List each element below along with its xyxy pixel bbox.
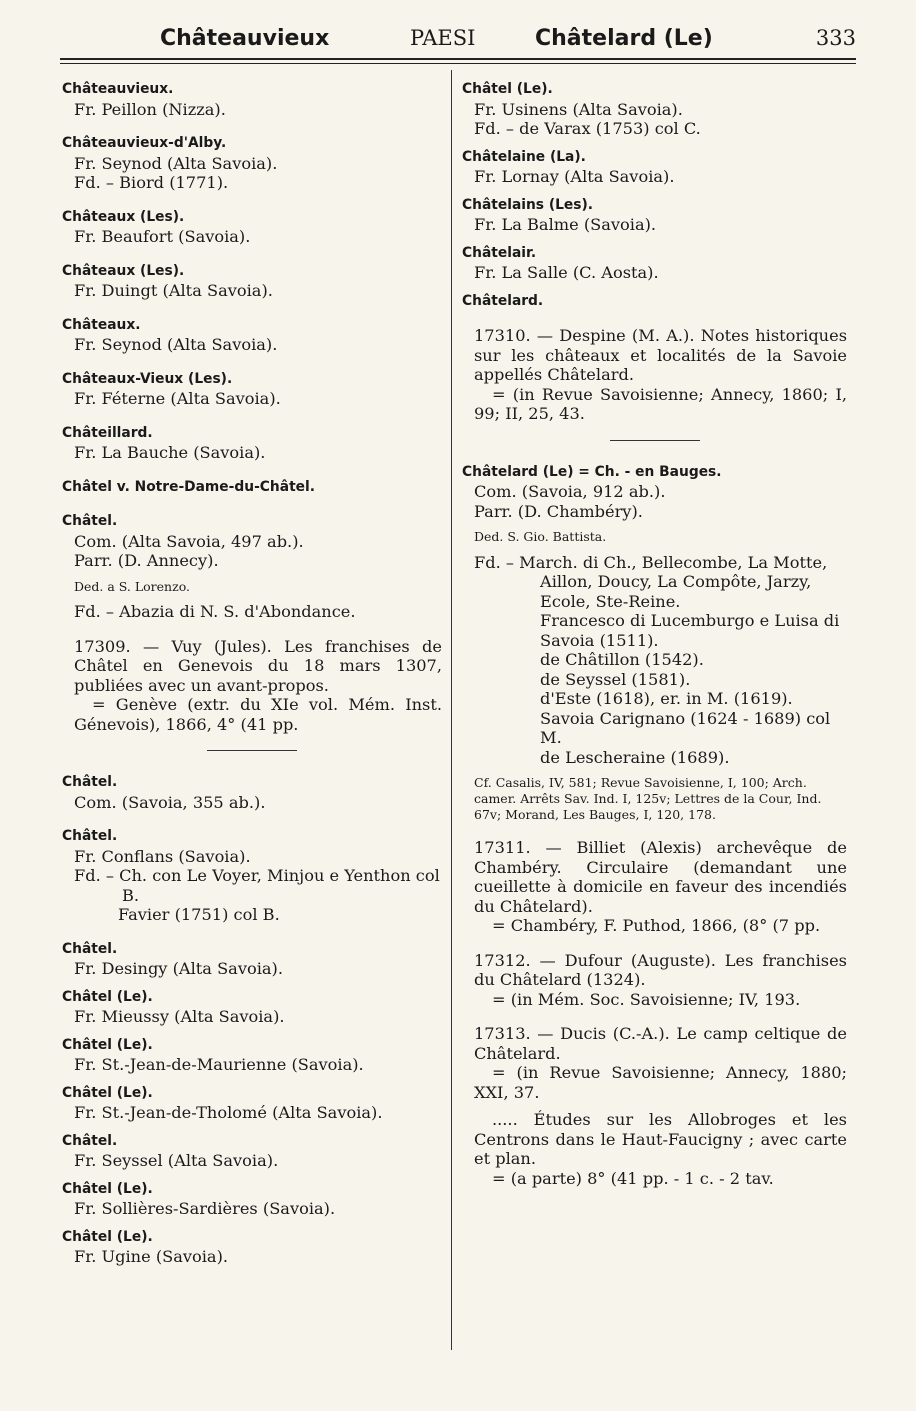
entry-line: Fr. Sollières-Sardières (Savoia). — [74, 1199, 336, 1218]
bib-publication: = (in Revue Savoisienne; Annecy, 1860; I, 99; II, 25, 43. — [474, 384, 847, 423]
entry-title: Châtelard. — [462, 292, 544, 309]
entry — [62, 1036, 442, 1075]
entry-title: Châtel. — [62, 940, 118, 957]
entry — [62, 1180, 442, 1219]
bibliography-entry — [462, 1024, 847, 1188]
entry — [462, 292, 847, 312]
entry-line: Fr. La Balme (Savoia). — [474, 215, 657, 234]
entry-title: Châtel. — [62, 828, 118, 844]
entry-title: Châteauvieux-d'Alby. — [62, 135, 227, 151]
cf-references: Cf. Casalis, IV, 581; Revue Savoisienne, I, 100; Arch. camer. Arrêts Sav. Ind. I, 125v; Lettres de la Cour, Ind. 67v; Morand, Les Bauges, I, 120, 178. — [474, 775, 822, 822]
separator — [207, 750, 297, 751]
bibliography-entry — [462, 838, 847, 936]
entry-line: Favier (1751) col B. — [118, 905, 280, 924]
bib-publication: = (in Mém. Soc. Savoisienne; IV, 193. — [492, 989, 801, 1009]
bib-text: ..... Études sur les Allobroges et les Centrons dans le Haut-Faucigny ; avec carte et plan. — [474, 1110, 847, 1168]
entry — [62, 1084, 442, 1123]
dedication: Ded. S. Gio. Battista. — [474, 529, 607, 544]
entry — [462, 463, 847, 824]
entry-title: Châtel. — [62, 513, 118, 529]
entry — [62, 80, 442, 119]
entry — [62, 512, 442, 622]
entry — [62, 370, 442, 409]
entry-title: Châteaux (Les). — [62, 208, 185, 225]
column-divider — [451, 70, 452, 1350]
entry — [62, 1132, 442, 1171]
entry — [62, 827, 442, 925]
feudal-line: de Seyssel (1581). — [540, 669, 691, 689]
entry-line: Com. (Savoia, 355 ab.). — [74, 792, 266, 812]
entry-title: Châtelair. — [462, 244, 537, 261]
entry-line: Fd. – de Varax (1753) col C. — [474, 119, 701, 138]
entry-line: Fr. St.-Jean-de-Tholomé (Alta Savoia). — [74, 1103, 383, 1122]
entry-line: Fr. La Bauche (Savoia). — [74, 443, 266, 462]
entry-line: Fr. La Salle (C. Aosta). — [474, 263, 659, 282]
entry-line: Parr. (D. Annecy). — [74, 551, 219, 570]
feudal-line: de Lescheraine (1689). — [540, 747, 730, 767]
entry-title: Châteauvieux. — [62, 81, 174, 97]
entry-line: Fr. Seynod (Alta Savoia). — [74, 153, 278, 173]
entry-line: Com. (Alta Savoia, 497 ab.). — [74, 531, 304, 551]
separator — [610, 440, 700, 441]
entry-line: Fr. Seynod (Alta Savoia). — [74, 335, 278, 354]
entry-line: Parr. (D. Chambéry). — [474, 501, 643, 521]
entry-line: Fr. Conflans (Savoia). — [74, 846, 251, 866]
entry-title: Châtel (Le). — [62, 988, 153, 1005]
entry-line: Com. (Savoia, 912 ab.). — [474, 482, 666, 501]
entry-line: Fd. – Biord (1771). — [74, 173, 229, 192]
bibliography-entry — [462, 326, 847, 424]
bib-publication: = (a parte) 8° (41 pp. - 1 c. - 2 tav. — [492, 1168, 774, 1188]
bibliography-entry — [462, 951, 847, 1010]
right-column — [462, 80, 847, 1203]
feudal-line: d'Este (1618), er. in M. (1619). — [540, 689, 793, 708]
bib-text: 17312. — Dufour (Auguste). Les franchises du Châtelard (1324). — [474, 950, 847, 989]
bib-text: 17310. — Despine (M. A.). Notes historiques sur les châteaux et localités de la Savoie appellés Châtelard. — [474, 326, 847, 384]
entry — [62, 940, 442, 979]
entry-line: Fr. Féterne (Alta Savoia). — [74, 389, 281, 408]
entry — [462, 148, 847, 187]
feudal-line: de Châtillon (1542). — [540, 650, 704, 669]
entry-title: Châteillard. — [62, 424, 153, 441]
bib-publication: = (in Revue Savoisienne; Annecy, 1880; XXI, 37. — [474, 1063, 847, 1102]
entry-line: Fd. – Abazia di N. S. d'Abondance. — [74, 602, 356, 621]
header-right-title: Châtelard (Le) — [535, 26, 713, 51]
entry-line: Fd. – Ch. con Le Voyer, Minjou e Yenthon col B. — [74, 866, 440, 905]
entry — [62, 773, 442, 812]
bib-text: 17309. — Vuy (Jules). Les franchises de Châtel en Genevois du 18 mars 1307, publiées avec un avant-propos. — [74, 636, 442, 695]
entry — [62, 208, 442, 247]
entry-title: Châtelaine (La). — [462, 148, 586, 165]
entry-title: Châtel. — [62, 774, 118, 790]
page-number: 333 — [815, 26, 856, 50]
bib-publication: = Chambéry, F. Puthod, 1866, (8° (7 pp. — [492, 916, 821, 935]
entry-line: Fr. Duingt (Alta Savoia). — [74, 281, 273, 300]
entry-title: Châtel. — [62, 1132, 118, 1149]
entry-line: Fr. Desingy (Alta Savoia). — [74, 959, 284, 978]
entry-line: Fr. Mieussy (Alta Savoia). — [74, 1007, 285, 1026]
entry-title: Châtel v. Notre-Dame-du-Châtel. — [62, 478, 315, 495]
entry-title: Châtel (Le). — [62, 1228, 153, 1245]
entry-line: Fr. Seyssel (Alta Savoia). — [74, 1151, 279, 1170]
entry-title: Châtel (Le). — [62, 1084, 153, 1101]
feudal-line: Francesco di Lucemburgo e Luisa di Savoia (1511). — [540, 611, 840, 650]
entry-title: Châtelard (Le) = Ch. - en Bauges. — [462, 463, 722, 480]
header-center-title: PAESI — [410, 26, 476, 50]
entry-line: Fr. St.-Jean-de-Maurienne (Savoia). — [74, 1055, 364, 1074]
entry — [62, 316, 442, 355]
entry-line: Fr. Peillon (Nizza). — [74, 99, 226, 119]
entry-title: Châteaux-Vieux (Les). — [62, 370, 233, 387]
bib-publication: = Genève (extr. du XIe vol. Mém. Inst. Génevois), 1866, 4° (41 pp. — [74, 695, 442, 734]
entry-title: Châteaux (Les). — [62, 262, 185, 279]
entry — [62, 478, 442, 498]
entry — [62, 262, 442, 301]
entry — [462, 196, 847, 235]
feudal-line: Savoia Carignano (1624 - 1689) col M. — [540, 708, 831, 747]
entry-title: Châteaux. — [62, 316, 141, 333]
page-header — [60, 12, 856, 60]
entry-line: Fr. Usinens (Alta Savoia). — [474, 99, 683, 119]
entry — [62, 988, 442, 1027]
header-left-title: Châteauvieux — [160, 26, 330, 51]
entry — [62, 134, 442, 193]
entry-line: Fr. Beaufort (Savoia). — [74, 227, 251, 246]
entry-line: Fr. Lornay (Alta Savoia). — [474, 167, 675, 186]
entry — [62, 424, 442, 463]
entry-title: Châtel (Le). — [62, 1036, 153, 1053]
entry — [462, 244, 847, 283]
entry-title: Châtelains (Les). — [462, 196, 594, 213]
feudal-line: Fd. – March. di Ch., Bellecombe, La Motte, Aillon, Doucy, La Compôte, Jarzy, Ecole, Ste-Reine. — [474, 552, 828, 611]
bib-text: 17313. — Ducis (C.-A.). Le camp celtique de Châtelard. — [474, 1024, 847, 1063]
entry — [462, 80, 847, 139]
dedication: Ded. a S. Lorenzo. — [74, 578, 190, 594]
entry-line: Fr. Ugine (Savoia). — [74, 1247, 229, 1266]
entry — [62, 1228, 442, 1267]
bibliography-entry — [62, 637, 442, 735]
entry-title: Châtel (Le). — [62, 1180, 153, 1197]
left-column — [62, 80, 442, 1276]
bib-text: 17311. — Billiet (Alexis) archevêque de Chambéry. Circulaire (demandant une cueillette à domicile en faveur des incendiés du Châtelard). — [474, 838, 847, 916]
entry-title: Châtel (Le). — [462, 81, 553, 97]
